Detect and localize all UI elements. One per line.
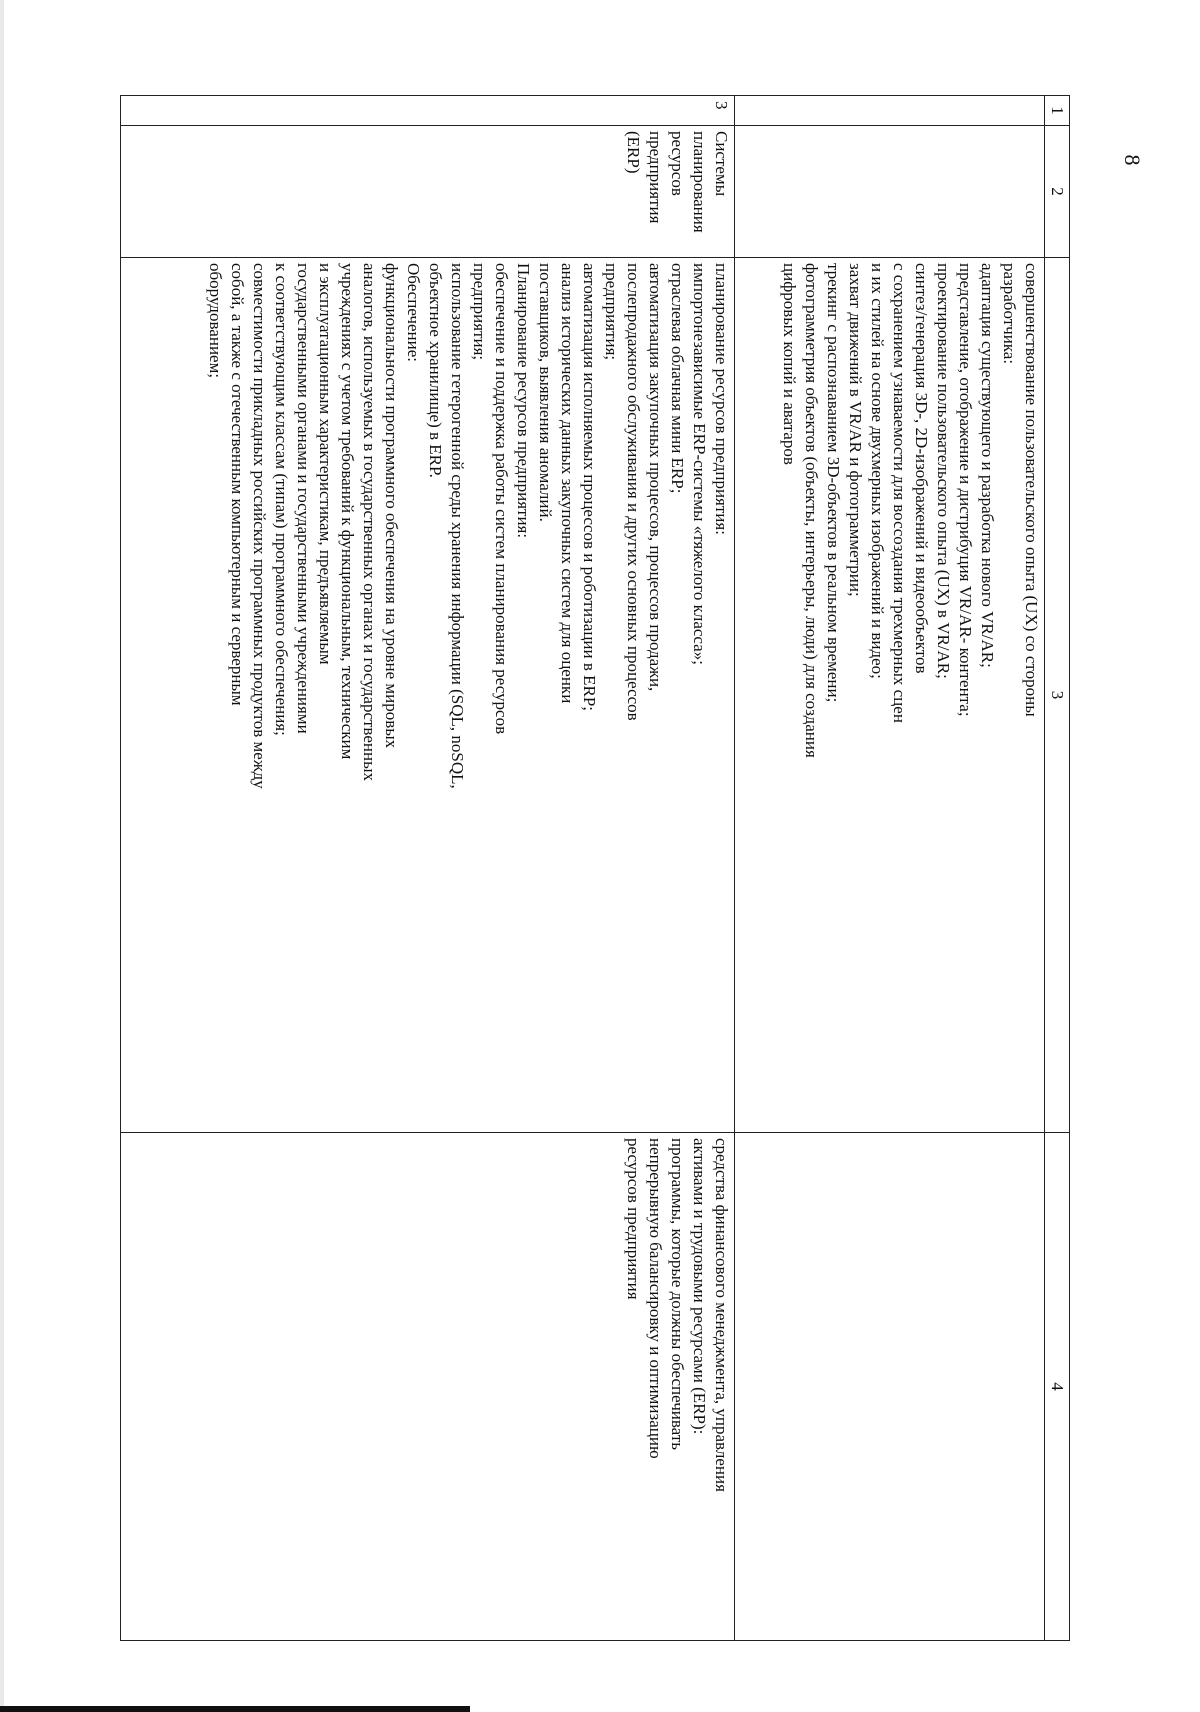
subtechnology-line: предприятия; <box>470 263 490 361</box>
software-class-line: ресурсов предприятия <box>624 1138 644 1300</box>
subtechnology-line: анализ исторических данных закупочных систем для оценки <box>558 263 578 704</box>
subtechnology-line: оборудованием; <box>206 263 226 379</box>
subtechnology-cell <box>735 258 1045 1133</box>
subtechnology-line: трекинг с распознаванием 3D-объектов в реальном времени; <box>824 263 843 703</box>
subtechnology-line: предприятия; <box>602 263 622 361</box>
subtechnology-line: адаптация существующего и разработка нового VR/AR; <box>978 263 997 668</box>
table-body <box>121 96 1045 1641</box>
software-class-cell <box>121 1133 735 1641</box>
subtechnology-line: цифровых копий и аватаров <box>780 263 799 465</box>
subtechnology-line: аналогов, используемых в государственных органах и государственных <box>360 263 380 782</box>
scan-edge-left <box>0 0 4 1712</box>
software-class-line: непрерывную балансировку и оптимизацию <box>646 1138 666 1459</box>
subtechnology-line: функциональности программного обеспечения на уровне мировых <box>382 263 402 749</box>
subtechnology-line: государственными органами и государственными учреждениями <box>294 263 314 734</box>
rotated-table-container <box>120 95 1070 1640</box>
subtechnology-line: синтез/генерация 3D-, 2D-изображений и видеообъектов <box>912 263 931 674</box>
header-col-4: 4 <box>1045 1133 1070 1641</box>
technology-name-cell <box>735 126 1045 258</box>
scan-edge-bottom <box>0 1706 470 1712</box>
subtechnology-line: представление, отображение и дистрибуция VR/AR- контента; <box>956 263 975 717</box>
subtechnology-line: захват движений в VR/AR и фотограмметрии; <box>846 263 865 597</box>
subtechnology-line: обеспечение и поддержка работы систем планирования ресурсов <box>492 263 512 735</box>
row-number-cell <box>735 96 1045 126</box>
table-row <box>735 96 1045 1641</box>
document-table <box>120 95 1070 1641</box>
subtechnology-line: с сохранением узнаваемости для воссоздания трехмерных сцен <box>890 263 909 723</box>
page-number: 8 <box>1120 154 1145 166</box>
table-row <box>121 96 735 1641</box>
subtechnology-line: отраслевая облачная мини ERP; <box>668 263 688 494</box>
subtechnology-line: и эксплуатационным характеристикам, предъявляемым <box>316 263 336 665</box>
subtechnology-line: и их стилей на основе двухмерных изображений и видео; <box>868 263 887 679</box>
subtechnology-line: Планирование ресурсов предприятия: <box>514 263 534 539</box>
subtechnology-line: совместимости прикладных российских программных продуктов между <box>250 263 270 789</box>
software-class-line: активами и трудовыми ресурсами (ERP): <box>690 1138 710 1435</box>
subtechnology-line: проектирование пользовательского опыта (UX) в VR/AR; <box>934 263 953 679</box>
subtechnology-line: собой, а также с отечественным компьютерным и серверным <box>228 263 248 706</box>
software-class-line: программы, которые должны обеспечивать <box>668 1138 688 1450</box>
header-col-3: 3 <box>1045 258 1070 1133</box>
subtechnology-line: фотограмметрия объектов (объекты, интерьеры, люди) для создания <box>802 263 821 758</box>
subtechnology-line: импортонезависимые ERP-системы «тяжелого класса»; <box>690 263 710 665</box>
software-class-line: средства финансового менеджмента, управления <box>712 1138 732 1492</box>
subtechnology-line: объектное хранилище) в ERP. <box>426 263 446 478</box>
subtechnology-line: поставщиков, выявления аномалий. <box>536 263 556 522</box>
subtechnology-line: использование гетерогенной среды хранения информации (SQL, noSQL, <box>448 263 468 789</box>
table-header-row <box>1045 96 1070 1641</box>
subtechnology-line: к соответствующим классам (типам) программного обеспечения; <box>272 263 292 736</box>
header-col-2: 2 <box>1045 126 1070 258</box>
subtechnology-line: разработчика: <box>1000 263 1019 365</box>
subtechnology-line: планирование ресурсов предприятия: <box>712 263 732 535</box>
subtechnology-line: Обеспечение: <box>404 263 424 362</box>
software-class-cell <box>735 1133 1045 1641</box>
subtechnology-line: автоматизация закупочных процессов, процессов продажи, <box>646 263 666 692</box>
subtechnology-line: автоматизация исполняемых процессов и роботизации в ERP; <box>580 263 600 712</box>
header-col-1: 1 <box>1045 96 1070 126</box>
technology-name-cell: Системы планирования ресурсов предприятия (ERP) <box>121 126 735 258</box>
subtechnology-line: послепродажного обслуживания и других основных процессов <box>624 263 644 721</box>
subtechnology-cell <box>121 258 735 1133</box>
subtechnology-line: учреждениях с учетом требований к функциональным, техническим <box>338 263 358 760</box>
row-number-cell: 3 <box>121 96 735 126</box>
subtechnology-line: совершенствование пользовательского опыта (UX) со стороны <box>1022 263 1041 717</box>
